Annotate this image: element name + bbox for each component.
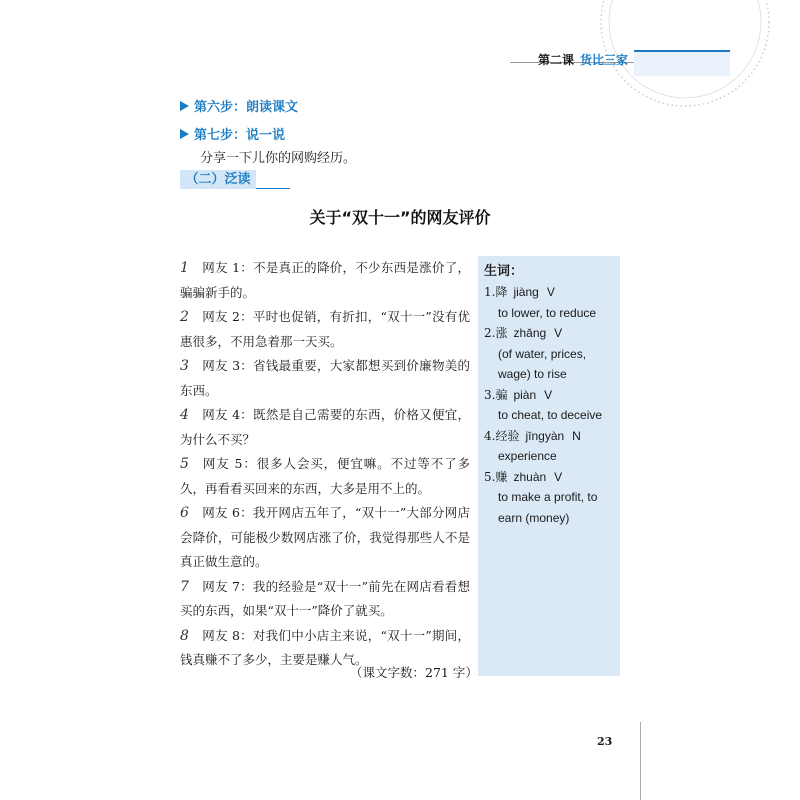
vocab-index: 5. xyxy=(484,469,496,484)
vocab-word: 涨 xyxy=(495,326,508,340)
vocab-entry xyxy=(484,426,620,467)
vocab-pos: V xyxy=(554,469,563,484)
comment-number: 6 xyxy=(180,505,189,521)
comment-6 xyxy=(180,501,470,575)
step-six-label: 第六步：朗读课文 xyxy=(194,100,299,115)
comment-4 xyxy=(180,403,470,452)
comment-number: 8 xyxy=(180,627,189,644)
play-triangle-icon xyxy=(180,101,189,111)
vocab-index: 1. xyxy=(484,285,496,299)
vocab-word: 赚 xyxy=(495,469,508,484)
header-bar xyxy=(634,50,730,76)
comment-text: 网友 5：很多人会买，便宜嘛。不过等不了多久，再看看买回来的东西，大多是用不上的。 xyxy=(180,456,470,496)
vocab-word: 骗 xyxy=(495,387,508,402)
word-count: （课文字数：271 字） xyxy=(350,665,478,680)
vocab-pos: N xyxy=(572,428,581,443)
vocab-gloss: (of water, prices, wage) to rise xyxy=(498,346,587,381)
vocab-gloss: experience xyxy=(498,449,557,463)
step-six xyxy=(180,96,298,115)
comment-text: 网友 3：省钱最重要，大家都想买到价廉物美的东西。 xyxy=(180,358,470,398)
vocab-pinyin: piàn xyxy=(513,387,537,402)
vocab-index: 2. xyxy=(484,326,496,340)
vocab-pos: V xyxy=(554,326,563,340)
vocab-index: 3. xyxy=(484,387,496,402)
comment-text: 网友 8：对我们中小店主来说，“双十一”期间，钱真赚不了多少，主要是赚人气。 xyxy=(180,627,470,667)
vocab-pinyin: jīngyàn xyxy=(525,428,565,443)
page-edge-rule xyxy=(640,722,641,800)
vocab-entry xyxy=(484,467,620,529)
vocab-pinyin: jiàng xyxy=(513,285,539,299)
comment-number: 7 xyxy=(180,578,189,595)
vocabulary-title: 生词： xyxy=(484,264,524,279)
vocab-pos: V xyxy=(546,285,555,299)
comment-number: 1 xyxy=(180,260,189,276)
comment-1 xyxy=(180,256,470,305)
vocab-entry xyxy=(484,282,620,323)
vocab-gloss: to lower, to reduce xyxy=(498,305,597,320)
comment-number: 3 xyxy=(180,358,189,374)
comment-5 xyxy=(180,452,470,501)
comment-number: 2 xyxy=(180,309,189,325)
vocab-entry xyxy=(484,385,620,426)
play-triangle-icon xyxy=(180,129,189,139)
comment-3 xyxy=(180,354,470,403)
vocabulary-box xyxy=(478,256,620,676)
article-title: 关于“双十一”的网友评价 xyxy=(309,208,491,227)
vocab-entry xyxy=(484,323,620,385)
vocab-pinyin: zhuàn xyxy=(513,469,547,484)
comment-number: 5 xyxy=(180,456,189,472)
running-header xyxy=(538,51,628,69)
vocab-gloss: to cheat, to deceive xyxy=(498,408,603,422)
comment-list xyxy=(180,256,470,673)
step-seven-label: 第七步：说一说 xyxy=(194,128,286,143)
section-tag-underline xyxy=(256,188,290,189)
vocab-pos: V xyxy=(544,387,553,402)
comment-7 xyxy=(180,575,470,624)
section-tag: （二）泛读 xyxy=(180,170,256,189)
vocab-word: 经验 xyxy=(495,428,520,443)
comment-text: 网友 4：既然是自己需要的东西，价格又便宜，为什么不买？ xyxy=(180,407,470,447)
step-description: 分享一下儿你的网购经历。 xyxy=(200,151,357,166)
comment-2 xyxy=(180,305,470,354)
comment-text: 网友 6：我开网店五年了，“双十一”大部分网店会降价，可能极少数网店涨了价，我觉得那些人不是真正做生意的。 xyxy=(180,505,470,569)
comment-text: 网友 2：平时也促销，有折扣，“双十一”没有优惠很多，不用急着那一天买。 xyxy=(180,309,470,349)
comment-number: 4 xyxy=(180,407,189,423)
lesson-name: 货比三家 xyxy=(580,53,629,67)
vocab-word: 降 xyxy=(495,285,508,299)
lesson-label: 第二课 xyxy=(538,53,575,67)
vocab-pinyin: zhǎng xyxy=(513,326,547,340)
page-number: 23 xyxy=(597,735,613,748)
vocab-gloss: to make a profit, to earn (money) xyxy=(498,490,598,525)
comment-text: 网友 7：我的经验是“双十一”前先在网店看看想买的东西，如果“双十一”降价了就买。 xyxy=(180,578,470,618)
vocab-index: 4. xyxy=(484,428,496,443)
comment-text: 网友 1：不是真正的降价，不少东西是涨价了，骗骗新手的。 xyxy=(180,260,470,300)
step-seven xyxy=(180,124,285,143)
vocabulary-list xyxy=(484,282,620,528)
